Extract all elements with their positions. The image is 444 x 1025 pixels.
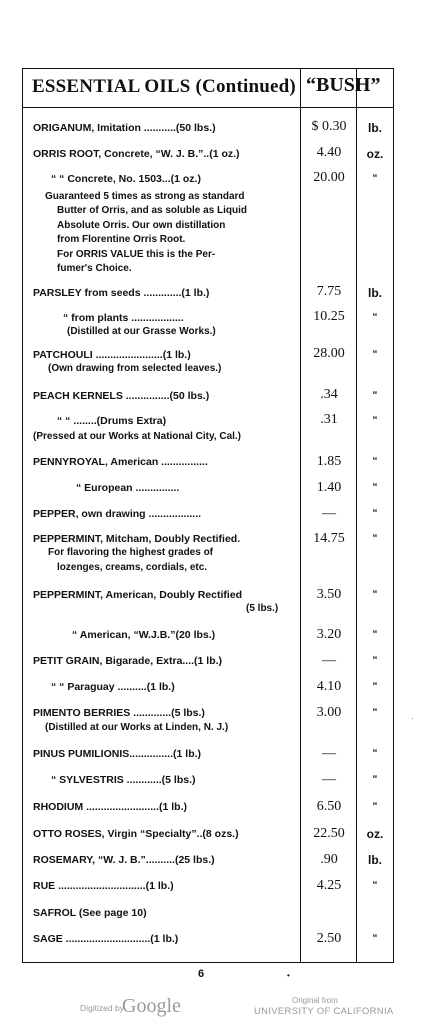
row-description: ORIGANUM, Imitation ...........(50 lbs.) <box>33 122 216 134</box>
original-from-label: Original from <box>292 996 338 1005</box>
table-title: ESSENTIAL OILS (Continued) <box>32 76 296 97</box>
row-description: PENNYROYAL, American ................ <box>33 456 208 468</box>
peppermint-note-line: lozenges, creams, cordials, etc. <box>57 562 208 573</box>
row-description: RUE ..............................(1 lb.) <box>33 880 174 892</box>
row-price: 22.50 <box>313 826 345 841</box>
row-price: 7.75 <box>316 284 342 299</box>
row-unit: “ <box>372 801 378 812</box>
row-description: PIMENTO BERRIES .............(5 lbs.) <box>33 707 205 719</box>
row-description: “ “ Paraguay ..........(1 lb.) <box>51 681 175 693</box>
row-price: 1.40 <box>316 480 342 495</box>
row-unit: “ <box>372 349 378 360</box>
peppermint-note-line: For flavoring the highest grades of <box>48 547 214 558</box>
orris-note-line: Butter of Orris, and as soluble as Liquid <box>57 205 248 216</box>
row-description: ROSEMARY, “W. J. B.”..........(25 lbs.) <box>33 854 215 866</box>
row-description: “ American, “W.J.B.”(20 lbs.) <box>72 629 216 641</box>
row-description: PARSLEY from seeds .............(1 lb.) <box>33 287 210 299</box>
row-price: 4.25 <box>316 878 342 893</box>
row-unit: “ <box>372 880 378 891</box>
digitized-by-label: Digitized by <box>80 1003 124 1013</box>
row-unit: “ <box>372 629 378 640</box>
row-unit: “ <box>372 482 378 493</box>
row-price: 3.00 <box>316 705 342 720</box>
peach-note: (Pressed at our Works at National City, Cal.) <box>33 431 242 442</box>
brand-heading: “BUSH” <box>306 74 381 96</box>
row-description: OTTO ROSES, Virgin “Specialty”..(8 ozs.) <box>33 828 239 840</box>
row-unit: oz. <box>366 827 384 841</box>
margin-speck: · <box>411 714 414 723</box>
google-logo: Google <box>122 995 181 1017</box>
row-unit: lb. <box>368 121 382 135</box>
row-unit: “ <box>372 933 378 944</box>
row-unit: “ <box>372 312 378 323</box>
row-price: 4.10 <box>316 679 342 694</box>
row-description: PEPPERMINT, Mitcham, Doubly Rectified. <box>33 533 241 545</box>
row-unit: “ <box>372 774 378 785</box>
row-description: SAFROL (See page 10) <box>33 907 147 919</box>
row-unit: “ <box>372 589 378 600</box>
row-unit: oz. <box>366 147 384 161</box>
row-description: “ European ............... <box>76 482 180 494</box>
orris-note-line: For ORRIS VALUE this is the Per- <box>57 249 216 260</box>
orris-note-line: fumer's Choice. <box>57 263 132 274</box>
row-unit: lb. <box>368 853 382 867</box>
row-price: — <box>322 653 336 668</box>
pimento-note: (Distilled at our Works at Linden, N. J.) <box>45 722 229 733</box>
row-description: PEACH KERNELS ...............(50 lbs.) <box>33 390 210 402</box>
row-unit: “ <box>372 173 378 184</box>
row-unit: “ <box>372 681 378 692</box>
row-description: ORRIS ROOT, Concrete, “W. J. B.”..(1 oz.) <box>33 148 240 160</box>
row-unit: lb. <box>368 286 382 300</box>
print-speck: • <box>287 971 290 980</box>
page-number: 6 <box>198 968 205 980</box>
orris-note-line: Absolute Orris. Our own distillation <box>57 220 226 231</box>
row-price: .31 <box>320 412 338 427</box>
row-description: “ “ ........(Drums Extra) <box>57 415 167 427</box>
row-unit: “ <box>372 415 378 426</box>
row-price: 2.50 <box>316 931 342 946</box>
row-price: 10.25 <box>313 309 345 324</box>
row-price: $ 0.30 <box>311 119 347 134</box>
row-unit: “ <box>372 456 378 467</box>
row-unit: “ <box>372 707 378 718</box>
row-price: .34 <box>320 387 338 402</box>
row-description: “ “ Concrete, No. 1503...(1 oz.) <box>51 173 201 185</box>
row-description: “ from plants .................. <box>63 312 184 324</box>
row-description: PEPPER, own drawing .................. <box>33 508 202 520</box>
row-description: PINUS PUMILIONIS...............(1 lb.) <box>33 748 202 760</box>
row-description: RHODIUM .........................(1 lb.) <box>33 801 188 813</box>
orris-note-line: from Florentine Orris Root. <box>57 234 186 245</box>
row-price: 14.75 <box>313 531 345 546</box>
row-unit: “ <box>372 508 378 519</box>
row-price: — <box>322 506 336 521</box>
row-description: PATCHOULI .......................(1 lb.) <box>33 349 191 361</box>
row-unit: “ <box>372 748 378 759</box>
header-divider <box>22 107 394 108</box>
parsley-note: (Distilled at our Grasse Works.) <box>67 326 216 337</box>
row-price: 3.20 <box>316 627 342 642</box>
row-description: PETIT GRAIN, Bigarade, Extra....(1 lb.) <box>33 655 223 667</box>
row-price: 6.50 <box>316 799 342 814</box>
row-description: PEPPERMINT, American, Doubly Rectified <box>33 589 243 601</box>
patchouli-note: (Own drawing from selected leaves.) <box>48 363 222 374</box>
row-unit: “ <box>372 655 378 666</box>
peppermint-american-qty: (5 lbs.) <box>246 603 279 614</box>
row-unit: “ <box>372 390 378 401</box>
row-price: — <box>322 772 336 787</box>
row-price: — <box>322 746 336 761</box>
row-description: SAGE .............................(1 lb.) <box>33 933 179 945</box>
row-price: 20.00 <box>313 170 345 185</box>
row-price: 3.50 <box>316 587 342 602</box>
row-price: .90 <box>320 852 338 867</box>
university-label: UNIVERSITY OF CALIFORNIA <box>254 1006 394 1017</box>
row-unit: “ <box>372 533 378 544</box>
row-description: “ SYLVESTRIS ............(5 lbs.) <box>51 774 196 786</box>
row-price: 1.85 <box>316 454 342 469</box>
row-price: 28.00 <box>313 346 345 361</box>
row-price: 4.40 <box>316 145 342 160</box>
orris-note-line: Guaranteed 5 times as strong as standard <box>45 191 245 202</box>
